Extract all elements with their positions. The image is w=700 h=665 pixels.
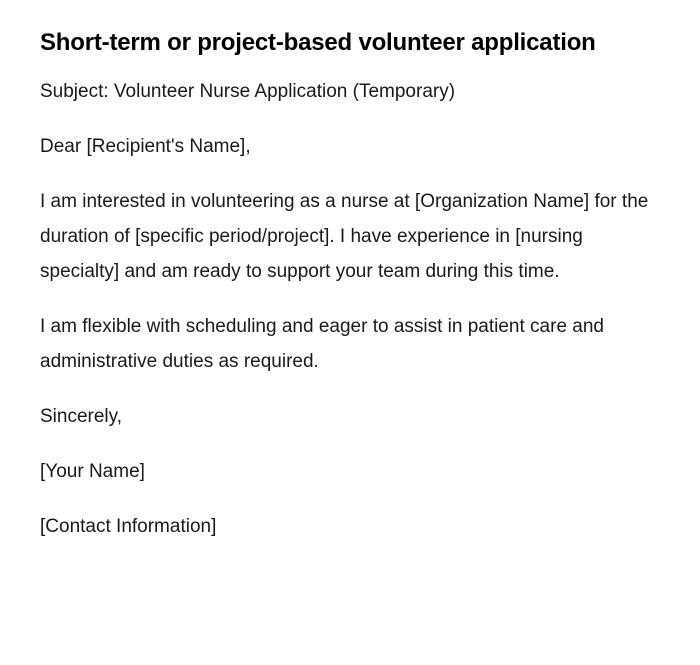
- subject-line: Subject: Volunteer Nurse Application (Temporary): [40, 81, 456, 102]
- salutation: Dear [Recipient's Name],: [40, 136, 251, 157]
- body-paragraph-1: I am interested in volunteering as a nurse at [Organization Name] for the duration of [specific period/project]. I have experience in [nursing specialty] and am ready to support your team during this time.: [40, 191, 649, 282]
- contact-information: [Contact Information]: [40, 516, 217, 537]
- signature-name: [Your Name]: [40, 461, 145, 482]
- body-paragraph-2: I am flexible with scheduling and eager to assist in patient care and administrative duties as required.: [40, 316, 604, 372]
- letter-title: Short-term or project-based volunteer application: [40, 29, 596, 56]
- closing: Sincerely,: [40, 406, 123, 427]
